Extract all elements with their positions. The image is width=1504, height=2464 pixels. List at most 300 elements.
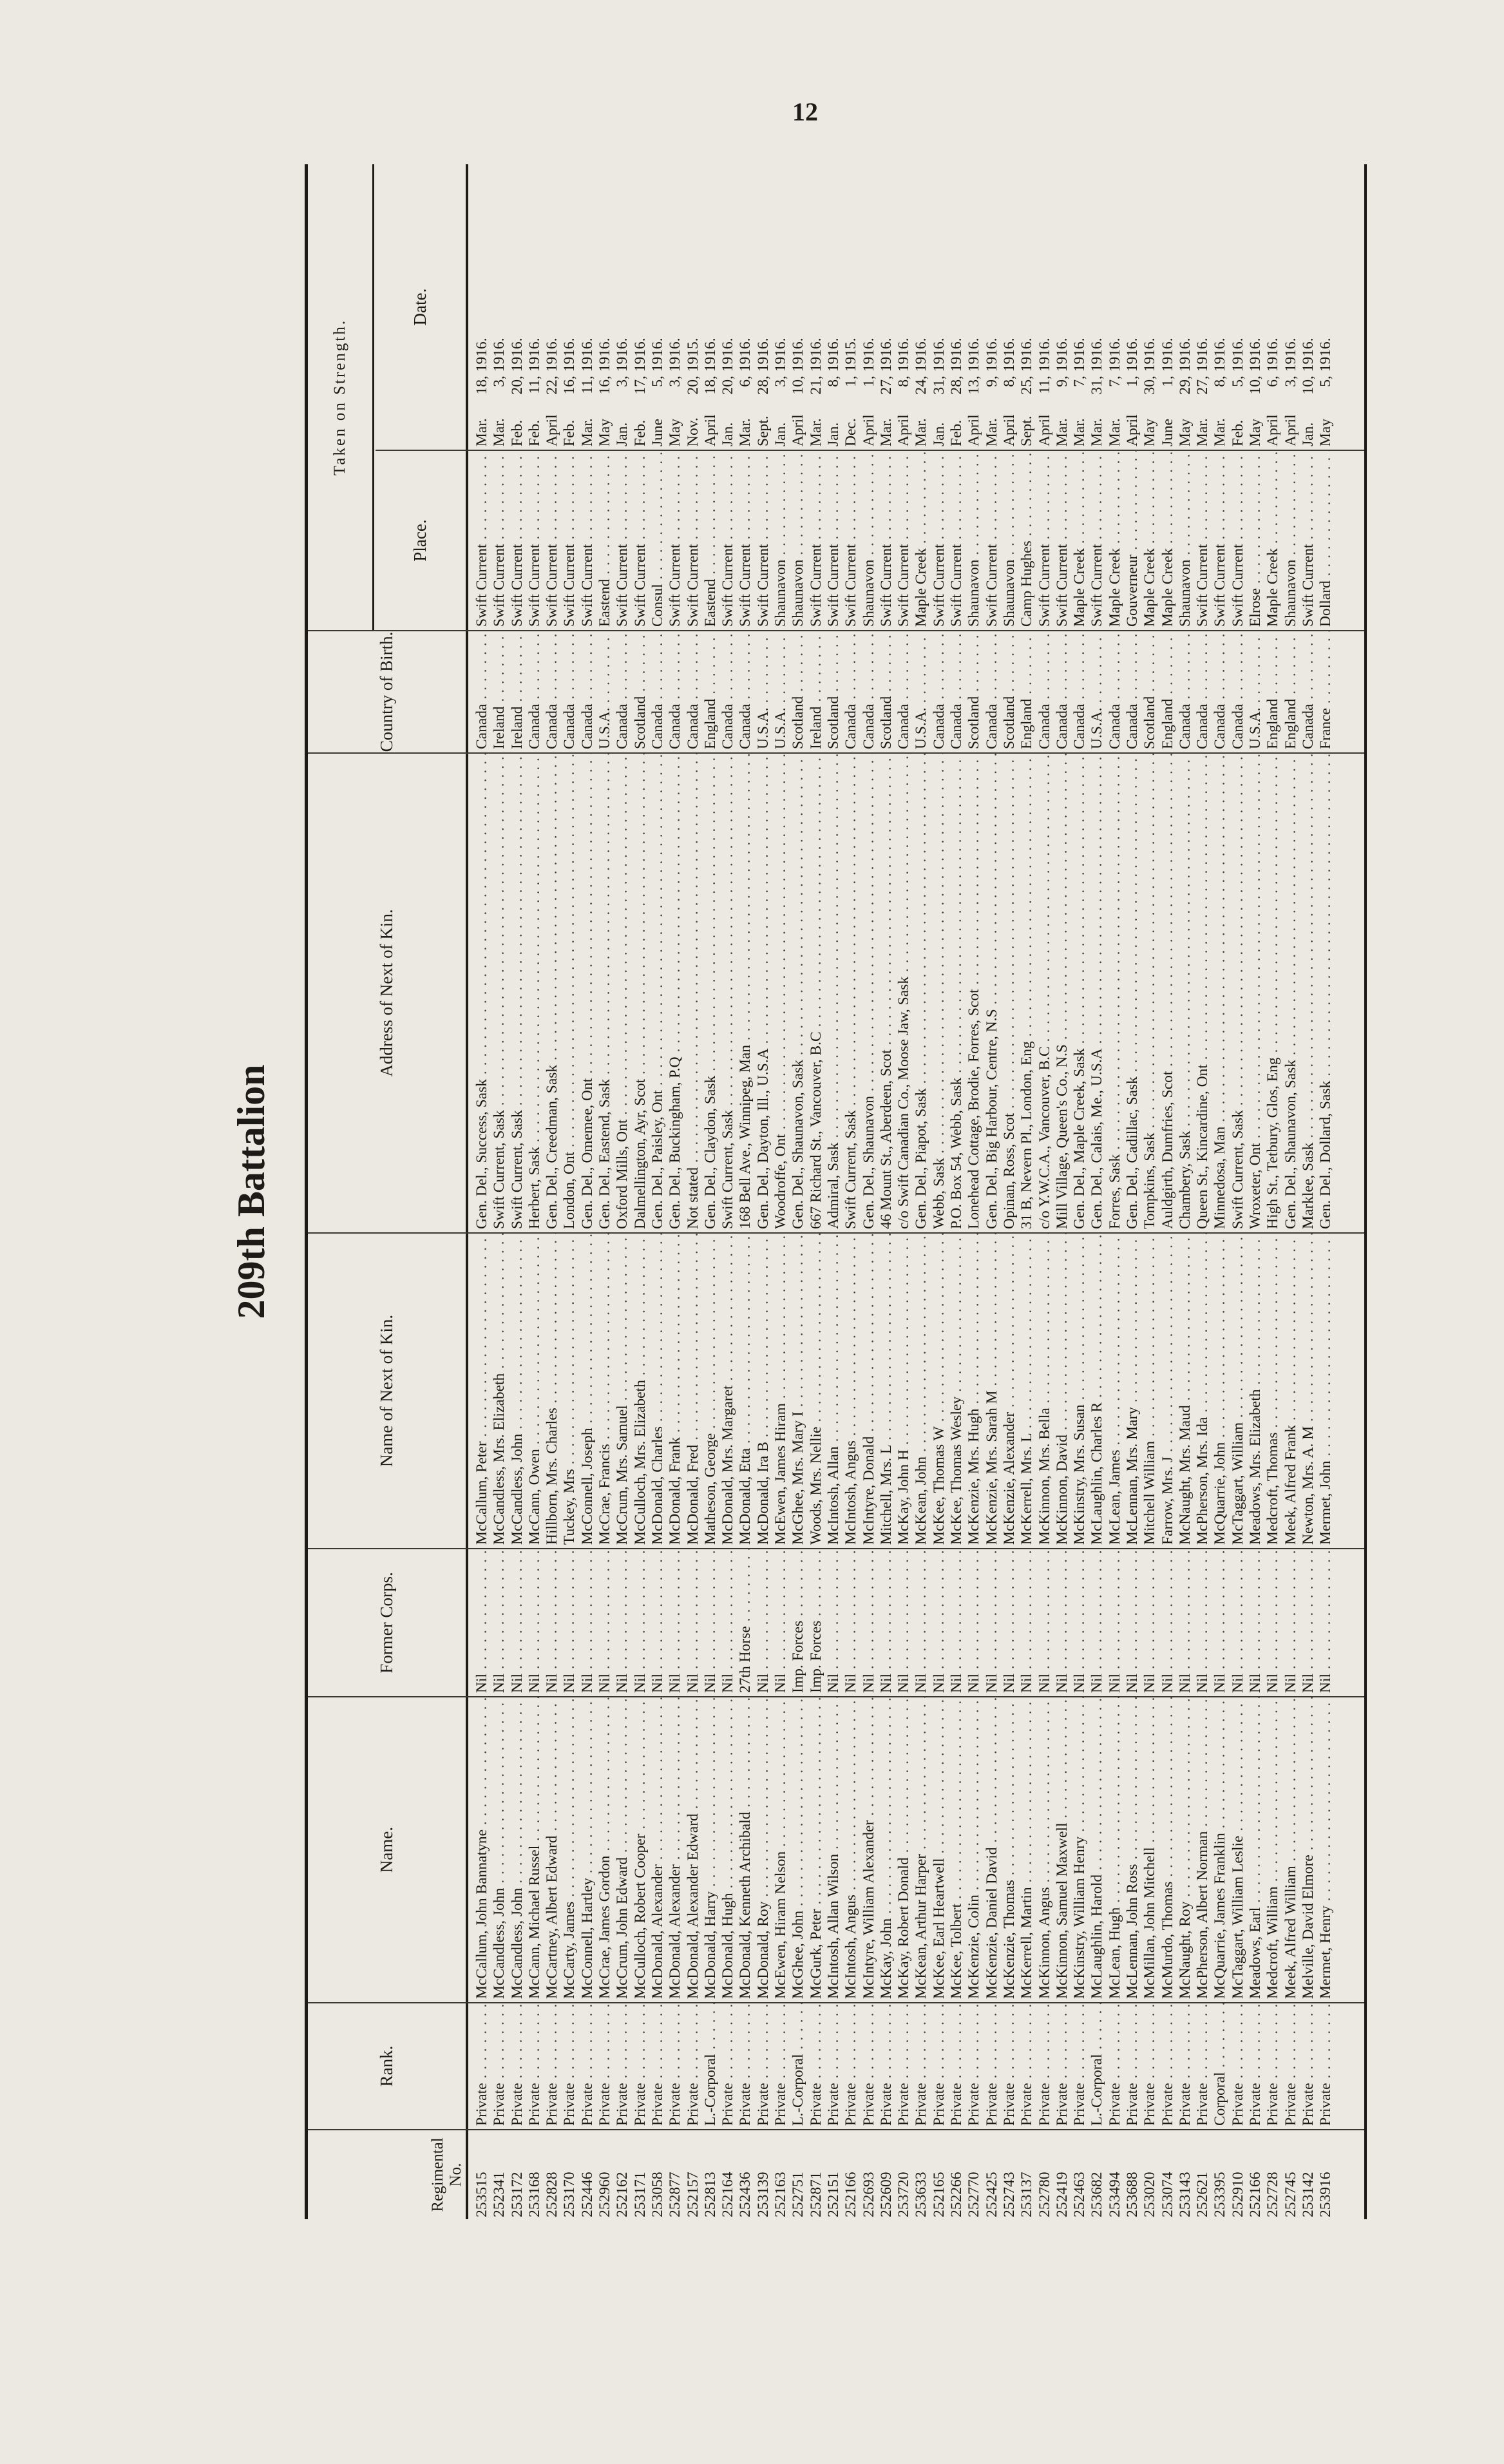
- table-row: [473, 164, 491, 2219]
- address-cell: Gen. Del., Omemee, Ont . . .: [579, 754, 596, 1232]
- date-month: Mar.: [491, 418, 508, 446]
- rank-cell: Private . . .: [509, 2003, 526, 2129]
- address-cell: c/o Swift Canadian Co., Moose Jaw, Sask . . .: [895, 754, 913, 1232]
- table-row: [913, 164, 930, 2219]
- regimental-no-cell: 252157: [684, 2172, 701, 2217]
- name-cell: McDonald, Kenneth Archibald . . .: [737, 1697, 754, 2002]
- place-cell: Swift Current . . .: [948, 451, 966, 630]
- date-cell: [1282, 164, 1300, 450]
- next-of-kin-cell: Meadows, Mrs. Elizabeth . . .: [1247, 1234, 1264, 1548]
- country-cell: Canada . . .: [861, 631, 878, 752]
- regimental-no-cell: 252463: [1071, 2172, 1089, 2217]
- date-month: Feb.: [948, 419, 966, 446]
- name-cell: McGhee, John . . .: [790, 1697, 807, 2002]
- date-month: May: [667, 418, 684, 446]
- table-row: [719, 164, 737, 2219]
- date-year: 1916.: [526, 338, 543, 372]
- place-cell: Swift Current . . .: [667, 451, 684, 630]
- date-year: 1916.: [948, 338, 966, 372]
- date-cell: [1071, 164, 1089, 450]
- regimental-no-cell: 252419: [1053, 2172, 1071, 2217]
- date-cell: [473, 164, 491, 450]
- name-cell: McCandless, John . . .: [509, 1697, 526, 2002]
- date-year: 1916.: [1282, 338, 1299, 372]
- address-cell: Minnedosa, Man . . .: [1212, 754, 1229, 1232]
- date-day: 28,: [948, 376, 966, 395]
- date-month: June: [649, 418, 666, 446]
- regimental-no-cell: 252871: [807, 2172, 824, 2217]
- former-corps-cell: Nil . . .: [861, 1549, 878, 1696]
- place-cell: Swift Current . . .: [561, 451, 578, 630]
- rank-cell: Private . . .: [1001, 2003, 1018, 2129]
- date-year: 1916.: [719, 338, 737, 372]
- date-year: 1916.: [860, 338, 877, 372]
- country-cell: Scotland . . .: [966, 631, 983, 752]
- rank-cell: Private . . .: [632, 2003, 649, 2129]
- country-cell: England . . .: [1264, 631, 1282, 752]
- place-cell: Maple Creek . . .: [1141, 451, 1159, 630]
- address-cell: Gen. Del., Claydon, Sask . . .: [702, 754, 719, 1232]
- date-day: 3,: [614, 376, 631, 387]
- date-day: 28,: [754, 376, 772, 395]
- date-month: April: [1123, 414, 1141, 446]
- date-year: 1916.: [895, 338, 913, 372]
- date-cell: [895, 164, 913, 450]
- date-day: 31,: [1089, 376, 1106, 395]
- date-day: 3,: [491, 376, 508, 387]
- date-day: 11,: [578, 376, 596, 394]
- date-month: April: [544, 414, 561, 446]
- date-year: 1916.: [966, 338, 983, 372]
- next-of-kin-cell: Mermet, John . . .: [1317, 1234, 1335, 1548]
- date-day: 27,: [877, 376, 895, 395]
- table-row: [1282, 164, 1300, 2219]
- country-cell: Canada . . .: [1177, 631, 1194, 752]
- date-cell: [1177, 164, 1194, 450]
- date-cell: [561, 164, 578, 450]
- regimental-no-cell: 253170: [561, 2172, 578, 2217]
- date-day: 18,: [701, 376, 719, 395]
- next-of-kin-cell: Matheson, George . . .: [702, 1234, 719, 1548]
- date-year: 1916.: [1264, 338, 1282, 372]
- rank-cell: Private . . .: [984, 2003, 1001, 2129]
- header-address: Address of Next of Kin.: [376, 909, 396, 1077]
- table-row: [579, 164, 596, 2219]
- former-corps-cell: Nil . . .: [1054, 1549, 1071, 1696]
- date-year: 1916.: [930, 338, 947, 372]
- table-row: [509, 164, 526, 2219]
- country-cell: Canada . . .: [579, 631, 596, 752]
- date-year: 1916.: [578, 338, 596, 372]
- former-corps-cell: Nil . . .: [1159, 1549, 1177, 1696]
- date-month: April: [860, 414, 877, 446]
- country-cell: Canada . . .: [931, 631, 948, 752]
- regimental-no-cell: 252743: [1000, 2172, 1018, 2217]
- date-month: Feb.: [508, 419, 526, 446]
- address-cell: Gen. Del., Shaunavon, Sask . . .: [1282, 754, 1300, 1232]
- date-cell: [1264, 164, 1282, 450]
- date-month: Feb.: [561, 419, 578, 446]
- date-day: 16,: [561, 376, 578, 395]
- date-cell: [1124, 164, 1141, 450]
- date-cell: [913, 164, 930, 450]
- next-of-kin-cell: McCrae, Francis . . .: [596, 1234, 614, 1548]
- table-row: [596, 164, 614, 2219]
- table-row: [1317, 164, 1335, 2219]
- regimental-no-cell: 252621: [1194, 2172, 1212, 2217]
- table-row: [1264, 164, 1282, 2219]
- date-cell: [526, 164, 544, 450]
- date-month: Mar.: [1194, 418, 1212, 446]
- former-corps-cell: Nil . . .: [772, 1549, 790, 1696]
- date-month: May: [1247, 418, 1264, 446]
- country-cell: Canada . . .: [948, 631, 966, 752]
- date-month: April: [1282, 414, 1299, 446]
- country-cell: Canada . . .: [1107, 631, 1124, 752]
- regimental-no-cell: 252728: [1264, 2172, 1282, 2217]
- date-year: 1916.: [508, 338, 526, 372]
- table-row: [878, 164, 895, 2219]
- former-corps-cell: Nil . . .: [1071, 1549, 1089, 1696]
- address-cell: Gen. Del., Cadillac, Sask . . .: [1124, 754, 1141, 1232]
- table-row: [808, 164, 825, 2219]
- address-cell: Queen St., Kincardine, Ont . . .: [1194, 754, 1212, 1232]
- country-cell: Canada . . .: [614, 631, 631, 752]
- table-row: [702, 164, 719, 2219]
- header-country: Country of Birth.: [376, 631, 396, 752]
- table-bottom-rule: [1364, 164, 1367, 2219]
- rank-cell: Private . . .: [755, 2003, 772, 2129]
- rank-cell: Corporal . . .: [1212, 2003, 1229, 2129]
- place-cell: Shaunavon . . .: [1282, 451, 1300, 630]
- name-cell: McDonald, Alexander Edward . . .: [685, 1697, 702, 2002]
- table-row: [526, 164, 544, 2219]
- address-cell: Gen. Del., Creedman, Sask . . .: [544, 754, 561, 1232]
- date-year: 1916.: [614, 338, 631, 372]
- address-cell: Mill Village, Queen's Co., N.S . . .: [1054, 754, 1071, 1232]
- table-row: [1001, 164, 1018, 2219]
- country-cell: Scotland . . .: [878, 631, 895, 752]
- table-row: [966, 164, 983, 2219]
- date-day: 22,: [544, 376, 561, 395]
- next-of-kin-cell: McKean, John . . .: [913, 1234, 930, 1548]
- regimental-no-cell: 252164: [719, 2172, 737, 2217]
- name-cell: McCrae, James Gordon . . .: [596, 1697, 614, 2002]
- rotated-register: [222, 164, 1375, 2219]
- name-cell: McKee, Tolbert . . .: [948, 1697, 966, 2002]
- table-row: [1124, 164, 1141, 2219]
- date-year: 1916.: [1106, 338, 1123, 372]
- former-corps-cell: Nil . . .: [685, 1549, 702, 1696]
- date-month: Feb.: [631, 419, 649, 446]
- former-corps-cell: Nil . . .: [755, 1549, 772, 1696]
- next-of-kin-cell: McGhee, Mrs. Mary I . . .: [790, 1234, 807, 1548]
- place-cell: Shaunavon . . .: [1001, 451, 1018, 630]
- name-cell: McDonald, Alexander . . .: [667, 1697, 684, 2002]
- date-day: 27,: [1194, 376, 1212, 395]
- address-cell: 31 B, Nevern Pl., London, Eng . . .: [1018, 754, 1036, 1232]
- rank-cell: Private . . .: [579, 2003, 596, 2129]
- rank-cell: Private . . .: [895, 2003, 913, 2129]
- country-cell: Canada . . .: [984, 631, 1001, 752]
- former-corps-cell: Nil . . .: [948, 1549, 966, 1696]
- header-rank: Rank.: [376, 2045, 396, 2087]
- place-cell: Elrose . . .: [1247, 451, 1264, 630]
- former-corps-cell: Nil . . .: [913, 1549, 930, 1696]
- country-cell: Canada . . .: [1054, 631, 1071, 752]
- date-year: 1915.: [684, 338, 701, 372]
- date-cell: [719, 164, 737, 450]
- former-corps-cell: Imp. Forces . . .: [790, 1549, 807, 1696]
- address-cell: London, Ont . . .: [561, 754, 578, 1232]
- date-month: Mar.: [473, 418, 490, 446]
- rank-cell: Private . . .: [878, 2003, 895, 2129]
- date-year: 1916.: [1194, 338, 1212, 372]
- table-row: [1141, 164, 1159, 2219]
- date-year: 1915.: [842, 338, 860, 372]
- former-corps-cell: Nil . . .: [596, 1549, 614, 1696]
- table-row: [1107, 164, 1124, 2219]
- name-cell: McPherson, Albert Norman . . .: [1194, 1697, 1212, 2002]
- address-cell: Gen. Del., Shaunavon . . .: [861, 754, 878, 1232]
- next-of-kin-cell: McEwen, James Hiram . . .: [772, 1234, 790, 1548]
- country-cell: Scotland . . .: [825, 631, 842, 752]
- place-cell: Swift Current . . .: [509, 451, 526, 630]
- country-cell: Ireland . . .: [491, 631, 508, 752]
- rank-cell: Private . . .: [685, 2003, 702, 2129]
- header-place: Place.: [410, 519, 430, 562]
- date-day: 6,: [737, 376, 754, 387]
- regimental-no-cell: 253682: [1089, 2172, 1106, 2217]
- place-cell: Maple Creek . . .: [1107, 451, 1124, 630]
- table-row: [1071, 164, 1089, 2219]
- former-corps-cell: Nil . . .: [1107, 1549, 1124, 1696]
- date-year: 1916.: [1053, 338, 1071, 372]
- country-cell: Canada . . .: [561, 631, 578, 752]
- rank-cell: Private . . .: [544, 2003, 561, 2129]
- table-row: [561, 164, 578, 2219]
- table-row: [790, 164, 807, 2219]
- header-date: Date.: [410, 288, 430, 326]
- date-day: 20,: [719, 376, 737, 395]
- place-cell: Shaunavon . . .: [861, 451, 878, 630]
- rank-cell: Private . . .: [1300, 2003, 1317, 2129]
- date-cell: [825, 164, 842, 450]
- date-cell: [509, 164, 526, 450]
- rank-cell: Private . . .: [473, 2003, 491, 2129]
- date-cell: [667, 164, 684, 450]
- table-row: [842, 164, 860, 2219]
- rank-cell: Private . . .: [491, 2003, 508, 2129]
- address-cell: Woodroffe, Ont . . .: [772, 754, 790, 1232]
- page-number: 12: [792, 97, 818, 126]
- former-corps-cell: Nil . . .: [1247, 1549, 1264, 1696]
- regimental-no-cell: 252770: [966, 2172, 983, 2217]
- date-cell: [491, 164, 508, 450]
- place-cell: Camp Hughes . . .: [1018, 451, 1036, 630]
- date-month: Jan.: [824, 422, 842, 446]
- place-cell: Maple Creek . . .: [1071, 451, 1089, 630]
- name-cell: McKee, Earl Heartwell . . .: [931, 1697, 948, 2002]
- date-month: Mar.: [807, 418, 824, 446]
- header-regimental-no: Regimental No.: [428, 2137, 465, 2212]
- address-cell: Gen. Del., Shaunavon, Sask . . .: [790, 754, 807, 1232]
- regimental-no-cell: 253916: [1317, 2172, 1335, 2217]
- date-year: 1916.: [913, 338, 930, 372]
- date-day: 8,: [1212, 376, 1229, 387]
- name-cell: McCarty, James . . .: [561, 1697, 578, 2002]
- former-corps-cell: Nil . . .: [1089, 1549, 1106, 1696]
- regimental-no-cell: 252910: [1229, 2172, 1246, 2217]
- table-row: [1054, 164, 1071, 2219]
- table-row: [948, 164, 966, 2219]
- rank-cell: Private . . .: [649, 2003, 667, 2129]
- country-cell: Canada . . .: [473, 631, 491, 752]
- next-of-kin-cell: McKee, Thomas W . . .: [931, 1234, 948, 1548]
- date-cell: [931, 164, 948, 450]
- date-year: 1916.: [1141, 338, 1159, 372]
- regimental-no-cell: 252877: [667, 2172, 684, 2217]
- date-day: 1,: [1123, 376, 1141, 387]
- date-day: 7,: [1106, 376, 1123, 387]
- date-day: 6,: [1264, 376, 1282, 387]
- address-cell: Swift Current, Sask . . .: [842, 754, 860, 1232]
- header-former-corps: Former Corps.: [376, 1572, 396, 1674]
- place-cell: Swift Current . . .: [931, 451, 948, 630]
- regimental-no-cell: 252166: [1247, 2172, 1264, 2217]
- name-cell: McKerrell, Martin . . .: [1018, 1697, 1036, 2002]
- next-of-kin-cell: McDonald, Etta . . .: [737, 1234, 754, 1548]
- date-year: 1916.: [983, 338, 1000, 372]
- regimental-no-cell: 252151: [824, 2172, 842, 2217]
- next-of-kin-cell: McCrum, Mrs. Samuel . . .: [614, 1234, 631, 1548]
- next-of-kin-cell: McKerrell, Mrs. L . . .: [1018, 1234, 1036, 1548]
- regimental-no-cell: 253172: [508, 2172, 526, 2217]
- former-corps-cell: Nil . . .: [984, 1549, 1001, 1696]
- date-month: Sept.: [1018, 415, 1036, 446]
- country-cell: Canada . . .: [895, 631, 913, 752]
- name-cell: McDonald, Hugh . . .: [719, 1697, 737, 2002]
- date-cell: [861, 164, 878, 450]
- date-day: 5,: [1317, 376, 1335, 387]
- date-month: Mar.: [1212, 418, 1229, 446]
- place-cell: Swift Current . . .: [842, 451, 860, 630]
- place-cell: Swift Current . . .: [719, 451, 737, 630]
- date-year: 1916.: [667, 338, 684, 372]
- rank-cell: Private . . .: [526, 2003, 544, 2129]
- date-cell: [1194, 164, 1212, 450]
- rank-cell: Private . . .: [1018, 2003, 1036, 2129]
- date-month: Mar.: [737, 418, 754, 446]
- place-cell: Shaunavon . . .: [790, 451, 807, 630]
- rank-cell: Private . . .: [1317, 2003, 1335, 2129]
- address-cell: Gen. Del., Big Harbour, Centre, N.S . . .: [984, 754, 1001, 1232]
- former-corps-cell: Nil . . .: [1177, 1549, 1194, 1696]
- country-cell: France . . .: [1317, 631, 1335, 752]
- country-cell: U.S.A. . . .: [772, 631, 790, 752]
- date-day: 1,: [860, 376, 877, 387]
- date-day: 11,: [526, 376, 543, 394]
- country-cell: Ireland . . .: [509, 631, 526, 752]
- next-of-kin-cell: McDonald, Mrs. Margaret . . .: [719, 1234, 737, 1548]
- address-cell: Marklee, Sask . . .: [1300, 754, 1317, 1232]
- date-cell: [948, 164, 966, 450]
- next-of-kin-cell: McIntosh, Angus . . .: [842, 1234, 860, 1548]
- date-year: 1916.: [631, 338, 649, 372]
- next-of-kin-cell: Newton, Mrs. A. M . . .: [1300, 1234, 1317, 1548]
- country-cell: Scotland . . .: [790, 631, 807, 752]
- next-of-kin-cell: Meek, Alfred Frank . . .: [1282, 1234, 1300, 1548]
- country-cell: Canada . . .: [1124, 631, 1141, 752]
- battalion-heading: 209th Battalion: [230, 1064, 272, 1319]
- former-corps-cell: Nil . . .: [491, 1549, 508, 1696]
- date-day: 25,: [1018, 376, 1036, 395]
- former-corps-cell: Nil . . .: [878, 1549, 895, 1696]
- date-month: Mar.: [877, 418, 895, 446]
- date-cell: [808, 164, 825, 450]
- name-cell: McIntosh, Allan Wilson . . .: [825, 1697, 842, 2002]
- date-cell: [702, 164, 719, 450]
- name-cell: McDonald, Harry . . .: [702, 1697, 719, 2002]
- date-month: Mar.: [1106, 418, 1123, 446]
- rank-cell: Private . . .: [825, 2003, 842, 2129]
- next-of-kin-cell: McCann, Owen . . .: [526, 1234, 544, 1548]
- regimental-no-cell: 253494: [1106, 2172, 1123, 2217]
- date-day: 29,: [1176, 376, 1194, 395]
- date-year: 1916.: [1000, 338, 1018, 372]
- date-year: 1916.: [1089, 338, 1106, 372]
- date-month: Mar.: [1053, 418, 1071, 446]
- regimental-no-cell: 253168: [526, 2172, 543, 2217]
- regimental-no-cell: 253143: [1176, 2172, 1194, 2217]
- next-of-kin-cell: Woods, Mrs. Nellie . . .: [808, 1234, 825, 1548]
- next-of-kin-cell: Medcroft, Thomas . . .: [1264, 1234, 1282, 1548]
- table-row: [1194, 164, 1212, 2219]
- table-row: [1018, 164, 1036, 2219]
- country-cell: Canada . . .: [1071, 631, 1089, 752]
- place-cell: Swift Current . . .: [526, 451, 544, 630]
- date-day: 7,: [1071, 376, 1089, 387]
- date-month: Sept.: [754, 415, 772, 446]
- date-cell: [1230, 164, 1247, 450]
- date-month: Mar.: [1089, 418, 1106, 446]
- name-cell: McLaughlin, Harold . . .: [1089, 1697, 1106, 2002]
- rank-cell: Private . . .: [1107, 2003, 1124, 2129]
- address-cell: High St., Tetbury, Glos, Eng . . .: [1264, 754, 1282, 1232]
- date-month: May: [1176, 418, 1194, 446]
- name-cell: McKinstry, William Henry . . .: [1071, 1697, 1089, 2002]
- date-cell: [755, 164, 772, 450]
- place-cell: Swift Current . . .: [473, 451, 491, 630]
- table-row: [755, 164, 772, 2219]
- date-day: 8,: [1000, 376, 1018, 387]
- country-cell: Canada . . .: [544, 631, 561, 752]
- date-month: April: [1036, 414, 1053, 446]
- rank-cell: Private . . .: [737, 2003, 754, 2129]
- table-row: [1230, 164, 1247, 2219]
- place-cell: Swift Current . . .: [544, 451, 561, 630]
- date-day: 16,: [596, 376, 614, 395]
- date-cell: [1089, 164, 1106, 450]
- date-day: 13,: [966, 376, 983, 395]
- place-cell: Swift Current . . .: [579, 451, 596, 630]
- place-cell: Swift Current . . .: [1036, 451, 1054, 630]
- date-year: 1916.: [1071, 338, 1089, 372]
- regimental-no-cell: 252163: [772, 2172, 790, 2217]
- next-of-kin-cell: McCulloch, Mrs. Elizabeth . . .: [632, 1234, 649, 1548]
- date-cell: [1247, 164, 1264, 450]
- place-cell: Maple Creek . . .: [913, 451, 930, 630]
